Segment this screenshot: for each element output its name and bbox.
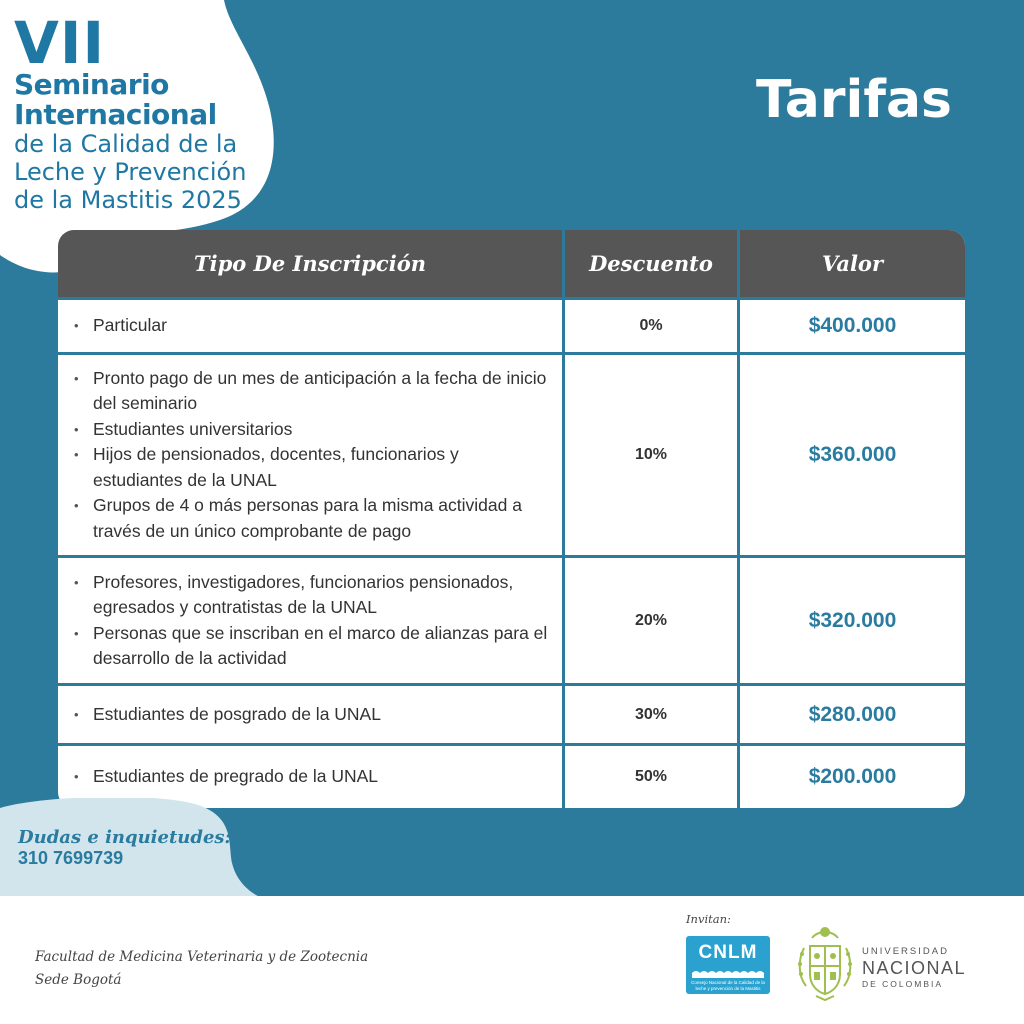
discount-cell: 20% bbox=[565, 558, 740, 683]
list-item: • Particular bbox=[74, 313, 167, 339]
list-item: • Pronto pago de un mes de anticipación a la fecha de inicio del seminario bbox=[74, 366, 552, 417]
list-item: • Hijos de pensionados, docentes, funcionarios y estudiantes de la UNAL bbox=[74, 442, 552, 493]
contact-phone: 310 7699739 bbox=[18, 848, 124, 868]
table-row bbox=[58, 352, 965, 555]
unal-line-1: UNIVERSIDAD bbox=[862, 946, 949, 957]
campus-name: Sede Bogotá bbox=[35, 972, 122, 988]
price-cell: $360.000 bbox=[808, 443, 897, 466]
cnlm-acronym: CNLM bbox=[698, 942, 758, 963]
event-title-line-2: Internacional bbox=[14, 98, 217, 131]
cnlm-subtitle bbox=[688, 980, 768, 991]
contact-info bbox=[18, 827, 231, 869]
invitan-label: Invitan: bbox=[686, 912, 731, 926]
list-item: • Estudiantes de pregrado de la UNAL bbox=[74, 764, 378, 790]
list-item: • Estudiantes universitarios bbox=[74, 417, 552, 443]
header-price: Valor bbox=[821, 251, 884, 276]
header-registration-type: Tipo De Inscripción bbox=[58, 230, 565, 297]
page-title: Tarifas bbox=[756, 70, 952, 130]
event-title bbox=[14, 9, 247, 214]
registration-type-cell bbox=[58, 355, 565, 555]
discount-cell: 50% bbox=[565, 746, 740, 808]
pricing-table bbox=[58, 230, 965, 808]
list-item: • Personas que se inscriban en el marco de alianzas para el desarrollo de la actividad bbox=[74, 621, 552, 672]
registration-type-cell bbox=[58, 686, 565, 743]
event-title-line-3: de la Calidad de la bbox=[14, 130, 238, 158]
list-item: • Estudiantes de posgrado de la UNAL bbox=[74, 702, 381, 728]
registration-type-cell bbox=[58, 558, 565, 683]
contact-label: Dudas e inquietudes: bbox=[18, 827, 232, 848]
event-edition: VII bbox=[14, 9, 106, 77]
discount-cell: 0% bbox=[565, 300, 740, 352]
list-item: • Grupos de 4 o más personas para la misma actividad a través de un único comprobante de pago bbox=[74, 493, 552, 544]
header-discount: Descuento bbox=[565, 230, 740, 297]
faculty-info bbox=[35, 946, 368, 992]
unal-line-3: DE COLOMBIA bbox=[862, 979, 944, 989]
table-row bbox=[58, 555, 965, 683]
cnlm-pattern-icon bbox=[692, 970, 764, 978]
price-cell: $200.000 bbox=[808, 765, 897, 788]
unal-line-2: NACIONAL bbox=[862, 958, 967, 978]
cnlm-logo bbox=[686, 936, 770, 994]
unal-seal-icon bbox=[794, 924, 856, 1002]
footer bbox=[0, 896, 1024, 1024]
cnlm-subtitle-line-1: Consejo Nacional de la Calidad de la bbox=[691, 980, 765, 985]
faculty-name: Facultad de Medicina Veterinaria y de Zootecnia bbox=[35, 949, 369, 965]
cnlm-subtitle-line-2: leche y prevención de la Mastitis bbox=[695, 985, 761, 991]
table-header bbox=[58, 230, 965, 297]
table-row bbox=[58, 683, 965, 743]
event-title-line-4: Leche y Prevención bbox=[14, 158, 247, 186]
list-item: • Profesores, investigadores, funcionarios pensionados, egresados y contratistas de la UNAL bbox=[74, 570, 552, 621]
price-cell: $280.000 bbox=[808, 702, 897, 726]
price-cell: $320.000 bbox=[808, 608, 897, 632]
registration-type-cell bbox=[58, 300, 565, 352]
table-row bbox=[58, 297, 965, 352]
discount-cell: 30% bbox=[565, 686, 740, 743]
discount-cell: 10% bbox=[565, 355, 740, 555]
unal-logo-text bbox=[862, 946, 966, 989]
event-title-line-5: de la Mastitis 2025 bbox=[14, 186, 242, 214]
price-cell: $400.000 bbox=[808, 314, 897, 337]
event-title-line-1: Seminario bbox=[14, 68, 169, 101]
